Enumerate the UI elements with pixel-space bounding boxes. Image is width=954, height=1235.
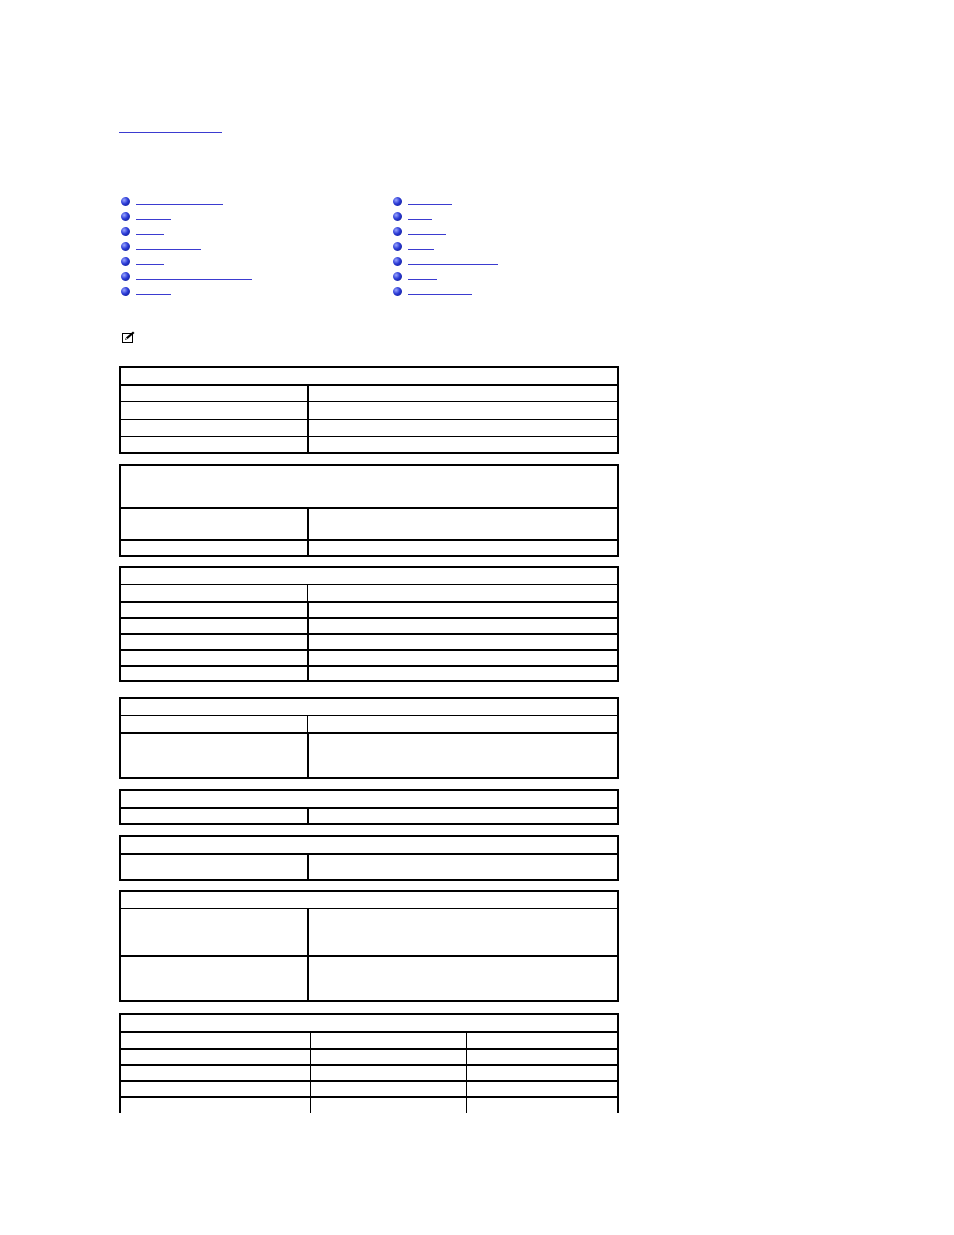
table-cell xyxy=(307,734,617,777)
table-cell xyxy=(307,809,617,823)
spec-table xyxy=(119,566,619,682)
table-row xyxy=(121,1048,617,1064)
table-cell xyxy=(307,855,617,879)
table-cell xyxy=(121,509,307,539)
table-row xyxy=(121,617,617,633)
table-cell xyxy=(307,603,617,617)
toc-link[interactable] xyxy=(408,204,452,205)
table-cell xyxy=(121,734,307,777)
table-title xyxy=(121,837,617,853)
bullet-icon xyxy=(121,242,130,251)
spec-table xyxy=(119,464,619,557)
table-title-row xyxy=(121,699,617,715)
table-cell xyxy=(121,603,307,617)
table-cell xyxy=(121,386,307,401)
spec-table xyxy=(119,835,619,881)
table-title xyxy=(121,568,617,584)
table-cell xyxy=(307,909,617,955)
table-title xyxy=(121,791,617,807)
toc-link[interactable] xyxy=(408,219,432,220)
pencil-note-icon xyxy=(122,331,135,343)
table-cell xyxy=(121,585,307,601)
table-row xyxy=(121,649,617,665)
table-cell xyxy=(121,619,307,633)
table-row xyxy=(121,1031,617,1048)
table-cell xyxy=(121,909,307,955)
table-cell xyxy=(310,1098,466,1113)
table-cell xyxy=(307,667,617,680)
table-cell xyxy=(121,635,307,649)
table-cell xyxy=(307,716,617,732)
table-row xyxy=(121,401,617,419)
table-row xyxy=(121,633,617,649)
table-cell xyxy=(307,509,617,539)
table-cell xyxy=(466,1066,617,1080)
spec-table xyxy=(119,1013,619,1113)
table-row xyxy=(121,807,617,823)
table-row xyxy=(121,1064,617,1080)
bullet-icon xyxy=(121,212,130,221)
table-cell xyxy=(310,1050,466,1064)
table-row xyxy=(121,419,617,436)
bullet-icon xyxy=(393,242,402,251)
table-title-row xyxy=(121,568,617,584)
table-cell xyxy=(121,1098,310,1113)
table-cell xyxy=(310,1082,466,1096)
table-title xyxy=(121,368,617,384)
table-title-row xyxy=(121,466,617,507)
table-cell xyxy=(121,809,307,823)
top-link[interactable] xyxy=(119,120,222,133)
toc-link[interactable] xyxy=(136,219,171,220)
spec-table xyxy=(119,697,619,779)
table-cell xyxy=(466,1033,617,1048)
table-title xyxy=(121,699,617,715)
table-cell xyxy=(121,651,307,665)
table-cell xyxy=(307,402,617,419)
table-cell xyxy=(121,402,307,419)
table-row xyxy=(121,908,617,955)
table-cell xyxy=(307,651,617,665)
table-row xyxy=(121,955,617,1000)
toc-link[interactable] xyxy=(408,294,472,295)
table-title-row xyxy=(121,837,617,853)
toc-link[interactable] xyxy=(136,234,164,235)
table-title xyxy=(121,892,617,908)
spec-table xyxy=(119,789,619,825)
table-cell xyxy=(307,541,617,555)
toc-link[interactable] xyxy=(136,264,164,265)
table-cell xyxy=(310,1033,466,1048)
table-title-row xyxy=(121,892,617,908)
table-row xyxy=(121,384,617,401)
table-cell xyxy=(307,619,617,633)
bullet-icon xyxy=(393,272,402,281)
toc-link[interactable] xyxy=(136,204,223,205)
table-row xyxy=(121,539,617,555)
bullet-icon xyxy=(393,212,402,221)
table-cell xyxy=(121,957,307,1000)
table-cell xyxy=(121,541,307,555)
table-row xyxy=(121,507,617,539)
table-row xyxy=(121,715,617,732)
toc-link[interactable] xyxy=(136,249,201,250)
bullet-icon xyxy=(393,287,402,296)
table-cell xyxy=(121,420,307,436)
table-cell xyxy=(307,420,617,436)
table-row xyxy=(121,665,617,680)
table-row xyxy=(121,732,617,777)
table-cell xyxy=(307,585,617,601)
table-title xyxy=(121,466,617,507)
toc-link[interactable] xyxy=(408,249,434,250)
bullet-icon xyxy=(393,257,402,266)
bullet-icon xyxy=(121,287,130,296)
toc-link[interactable] xyxy=(136,294,171,295)
table-cell xyxy=(121,1082,310,1096)
table-cell xyxy=(307,635,617,649)
bullet-icon xyxy=(121,227,130,236)
table-cell xyxy=(121,1033,310,1048)
toc-link[interactable] xyxy=(408,234,446,235)
table-row xyxy=(121,436,617,452)
table-row xyxy=(121,584,617,601)
table-row xyxy=(121,1096,617,1113)
table-title-row xyxy=(121,1015,617,1031)
table-cell xyxy=(307,957,617,1000)
toc-link[interactable] xyxy=(408,279,437,280)
table-title-row xyxy=(121,791,617,807)
table-row xyxy=(121,853,617,879)
table-cell xyxy=(121,855,307,879)
table-cell xyxy=(121,716,307,732)
bullet-icon xyxy=(121,197,130,206)
table-row xyxy=(121,1080,617,1096)
table-cell xyxy=(121,667,307,680)
table-cell xyxy=(466,1050,617,1064)
toc-link[interactable] xyxy=(136,279,252,280)
bullet-icon xyxy=(121,272,130,281)
table-title xyxy=(121,1015,617,1031)
table-cell xyxy=(307,437,617,452)
table-cell xyxy=(310,1066,466,1080)
table-cell xyxy=(121,1066,310,1080)
table-cell xyxy=(307,386,617,401)
bullet-icon xyxy=(121,257,130,266)
table-cell xyxy=(121,1050,310,1064)
spec-table xyxy=(119,366,619,454)
bullet-icon xyxy=(393,227,402,236)
table-title-row xyxy=(121,368,617,384)
toc-link[interactable] xyxy=(408,264,498,265)
table-cell xyxy=(466,1082,617,1096)
spec-table xyxy=(119,890,619,1002)
table-row xyxy=(121,601,617,617)
table-cell xyxy=(121,437,307,452)
table-cell xyxy=(466,1098,617,1113)
bullet-icon xyxy=(393,197,402,206)
